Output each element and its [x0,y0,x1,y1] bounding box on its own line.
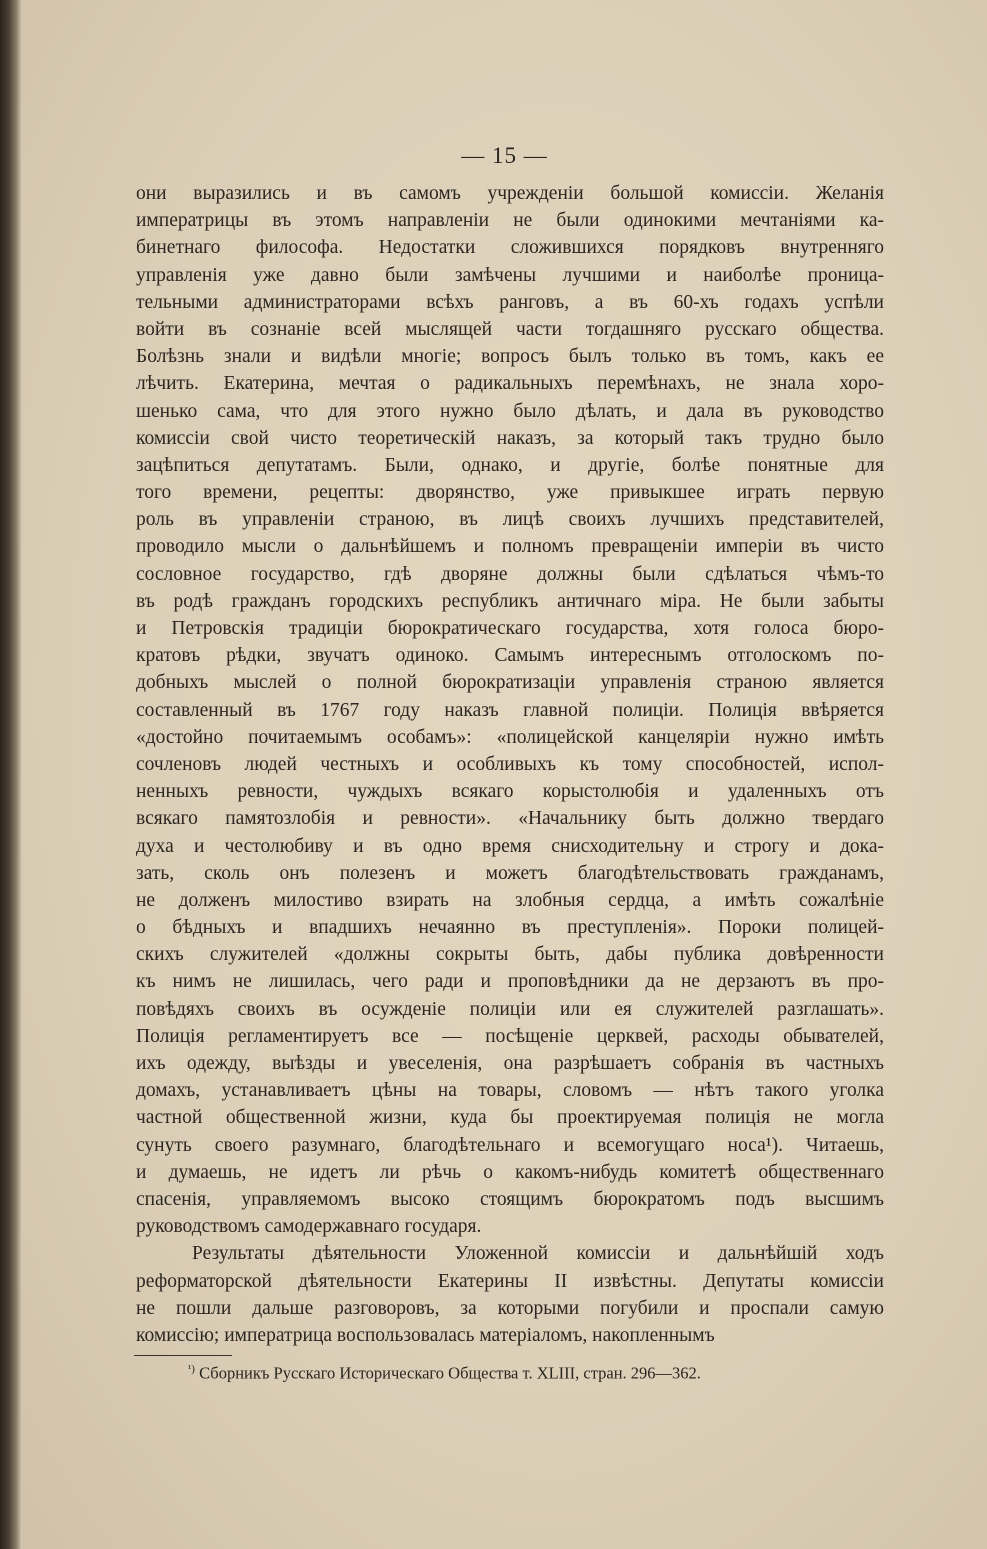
text-line: шенько сама, что для этого нужно было дѣлать, и дала въ руководство [136,400,884,422]
text-line: комиссіи свой чисто теоретическій наказъ, за который такъ трудно было [136,427,884,449]
text-line: бинетнаго философа. Недостатки сложившихся порядковъ внутренняго [136,237,884,259]
text-line: роль въ управленіи страною, въ лицѣ своихъ лучшихъ представителей, [136,509,884,531]
body-text [136,180,884,1349]
text-line: комиссію; императрица воспользовалась матеріаломъ, накопленнымъ [136,1324,715,1346]
text-line: кратовъ рѣдки, звучатъ одиноко. Самымъ интереснымъ отголоскомъ по- [136,645,884,667]
footnote-text: Сборникъ Русскаго Историческаго Общества т. XLIII, стран. 296—362. [199,1363,701,1383]
text-line: духа и честолюбиву и въ одно время снисходительну и строгу и дока- [136,835,884,857]
text-line: императрицы въ этомъ направленіи не были одинокими мечтаніями ка- [136,210,884,232]
text-line: руководствомъ самодержавнаго государя. [136,1216,482,1238]
text-line: они выразились и въ самомъ учрежденіи большой комиссіи. Желанія [136,183,884,204]
text-line: тельными администраторами всѣхъ ранговъ, а въ 60-хъ годахъ успѣли [136,291,884,313]
text-line: Результаты дѣятельности Уложенной комиссіи и дальнѣйшій ходъ [192,1243,884,1265]
text-line: ненныхъ ревности, чуждыхъ всякаго корыстолюбія и удаленныхъ отъ [136,781,884,803]
text-line: не пошли дальше разговоровъ, за которыми погубили и проспали самую [136,1297,884,1319]
text-line: Полиція регламентируетъ все — посѣщеніе церквей, расходы обывателей, [136,1025,884,1047]
text-line: проводило мысли о дальнѣйшемъ и полномъ превращеніи имперіи въ чисто [136,536,884,558]
page-number: — 15 — [461,143,548,168]
text-line: сунуть своего разумнаго, благодѣтельнаго и всемогущаго носа¹). Читаешь, [136,1134,884,1156]
text-line: сословное государство, гдѣ дворяне должны были сдѣлаться чѣмъ-то [136,563,884,585]
book-spine-shadow [0,0,22,1549]
text-line: составленный въ 1767 году наказъ главной полиціи. Полиція ввѣряется [136,699,884,721]
text-line: зать, сколь онъ полезенъ и можетъ благодѣтельствовать гражданамъ, [136,862,884,884]
page [22,0,987,1549]
text-line: и думаешь, не идетъ ли рѣчь о какомъ-нибудь комитетѣ общественнаго [136,1161,884,1183]
text-line: о бѣдныхъ и впадшихъ нечаянно въ преступленія». Пороки полицей- [136,917,884,939]
text-line: всякаго памятозлобія и ревности». «Начальнику быть должно твердаго [136,808,884,830]
text-line: реформаторской дѣятельности Екатерины II извѣстны. Депутаты комиссіи [136,1270,884,1292]
text-line: лѣчить. Екатерина, мечтая о радикальныхъ перемѣнахъ, не знала хоро- [136,373,884,395]
text-line: и Петровскія традиціи бюрократическаго государства, хотя голоса бюро- [136,618,884,639]
text-line: «достойно почитаемымъ особамъ»: «полицейской канцеляріи нужно имѣть [136,726,884,748]
text-line: въ родѣ гражданъ городскихъ республикъ античнаго міра. Не были забыты [136,590,884,612]
text-line: зацѣпиться депутатамъ. Были, однако, и другіе, болѣе понятные для [136,454,884,476]
text-line: ихъ одежду, выѣзды и увеселенія, она разрѣшаетъ собранія въ частныхъ [136,1053,884,1074]
text-line: не долженъ милостиво взирать на злобныя сердца, а имѣть сожалѣніе [136,889,884,911]
text-line: того времени, рецепты: дворянство, уже привыкшее играть первую [136,482,884,504]
text-line: частной общественной жизни, куда бы проектируемая полиція не могла [136,1107,884,1129]
text-line: спасенія, управляемомъ высоко стоящимъ бюрократомъ подъ высшимъ [136,1188,884,1210]
text-line: скихъ служителей «должны сокрыты быть, дабы публика довѣренности [136,944,884,966]
footnote-marker: ¹) [188,1363,195,1375]
footnote [188,1363,701,1384]
text-line: повѣдяхъ своихъ въ осужденіе полиціи или ея служителей разглашать». [136,998,884,1020]
text-line: сочленовъ людей честныхъ и особливыхъ къ тому способностей, испол- [136,753,884,775]
text-line: домахъ, устанавливаетъ цѣны на товары, словомъ — нѣтъ такого уголка [136,1080,884,1102]
text-line: войти въ сознаніе всей мыслящей части тогдашняго русскаго общества. [136,318,884,340]
text-line: управленія уже давно были замѣчены лучшими и наиболѣе проница- [136,264,884,286]
footnote-rule [134,1355,232,1356]
text-line: добныхъ мыслей о полной бюрократизаціи управленія страною является [136,672,884,694]
text-line: къ нимъ не лишилась, чего ради и проповѣдники да не дерзаютъ въ про- [136,971,884,993]
text-line: Болѣзнь знали и видѣли многіе; вопросъ былъ только въ томъ, какъ ее [136,346,884,368]
